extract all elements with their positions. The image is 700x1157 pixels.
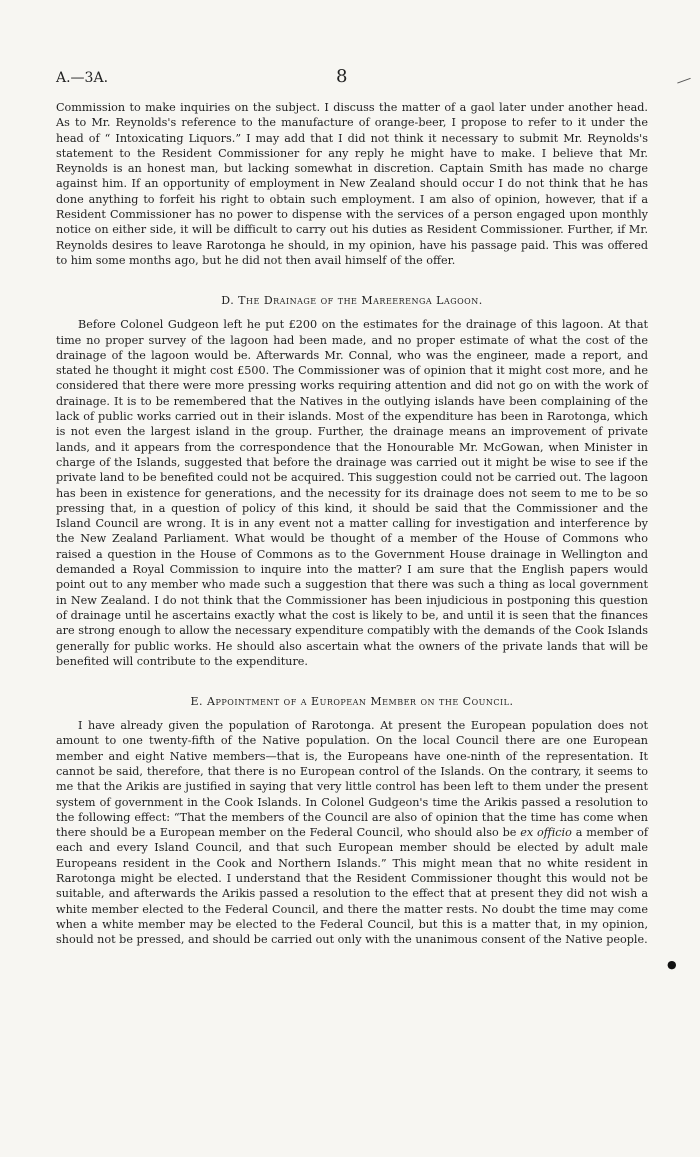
margin-pencil-mark xyxy=(677,78,693,89)
page-number: 8 xyxy=(336,66,348,87)
section-d-paragraph: Before Colonel Gudgeon left he put £200 on the estimates for the drainage of this lagoon. At that time no proper survey of the lagoon had been made, and no proper estimate of what the cost of the drainage of the lagoon would be. Afterwards Mr. Connal, who was the engineer, made a report, and stated he thought it might cost £500. The Commissioner was of opinion that it might cost more, and he considered that there were more pressing works requiring attention and did not go on with the work of drainage. It is to be remembered that the Natives in the outlying islands have been complaining of the lack of public works carried out in their islands. Most of the expenditure has been in Rarotonga, which is not even the largest island in the group. Further, the drainage means an improvement of private lands, and it appears from the correspondence that the Honourable Mr. McGowan, when Minister in charge of the Islands, suggested that before the drainage was carried out it might be wise to see if the private land to be benefited could not be acquired. This suggestion could not be carried out. The lagoon has been in existence for generations, and the necessity for its drainage does not seem to me to be so pressing that, in a question of policy of this kind, it should be said that the Commissioner and the Island Council are wrong. It is in any event not a matter calling for investigation and interference by the New Zealand Parliament. What would be thought of a member of the House of Commons who raised a question in the House of Commons as to the Government House drainage in Wellington and demanded a Royal Commission to inquire into the matter? I am sure that the English papers would point out to any member who made such a suggestion that there was such a thing as local government in New Zealand. I do not think that the Commissioner has been injudicious in postponing this question of drainage until he ascertains exactly what the cost is likely to be, and until it is seen that the finances are strong enough to allow the necessary expenditure compatibly with the demands of the Cook Islands generally for public works. He should also ascertain what the owners of the private lands that will be benefited will contribute to the expenditure. xyxy=(56,318,648,668)
document-page xyxy=(56,66,649,948)
section-e-paragraph xyxy=(56,718,648,947)
margin-ink-dot: ● xyxy=(667,958,677,971)
document-reference: A.—3A. xyxy=(56,70,109,86)
section-e-text-before: I have already given the population of Rarotonga. At present the European population does not amount to one twenty-fifth of the Native population. On the local Council there are one European member and eight Native members—that is, the Europeans have one-ninth of the representation. It cannot be said, therefore, that there is no European control of the Islands. On the contrary, it seems to me that the Arikis are justified in saying that very little control has been left to them under the present system of government in the Cook Islands. In Colonel Gudgeon's time the Arikis passed a resolution to the following effect: “That the members of the Council are also of opinion that the time has come when there should be a European member on the Federal Council, who should also be xyxy=(56,719,648,840)
page-header xyxy=(56,66,648,100)
section-e-italic-term: ex officio xyxy=(520,826,572,840)
intro-paragraph: Commission to make inquiries on the subject. I discuss the matter of a gaol later under another head. As to Mr. Reynolds's reference to the manufacture of orange-beer, I propose to refer to it under the head of “ Intoxicating Liquors.” I may add that I did not think it necessary to submit Mr. Reynolds's statement to the Resident Commissioner for any reply he might have to make. I believe that Mr. Reynolds is an honest man, but lacking somewhat in discretion. Captain Smith has made no charge against him. If an opportunity of employment in New Zealand should occur I do not think that he has done anything to forfeit his right to obtain such employment. I am also of opinion, however, that if a Resident Commissioner has no power to dispense with the services of a person engaged upon monthly notice on either side, it will be difficult to carry out his duties as Resident Commissioner. Further, if Mr. Reynolds desires to leave Rarotonga he should, in my opinion, have his passage paid. This was offered to him some months ago, but he did not then avail himself of the offer. xyxy=(56,101,648,267)
section-e-heading: E. Appointment of a European Member on the Council. xyxy=(190,695,514,709)
section-d-heading: D. The Drainage of the Mareerenga Lagoon. xyxy=(221,294,483,308)
section-e-text-after: a member of each and every Island Council, and that such European member should be elected by adult male Europeans resident in the Cook and Northern Islands.” This might mean that no white resident in Rarotonga might be elected. I understand that the Resident Commissioner thought this would not be suitable, and afterwards the Arikis passed a resolution to the effect that at present they did not wish a white member elected to the Federal Council, and there the matter rests. No doubt the time may come when a white member may be elected to the Federal Council, but this is a matter that, in my opinion, should not be pressed, and should be carried out only with the unanimous consent of the Native people. xyxy=(56,826,649,947)
